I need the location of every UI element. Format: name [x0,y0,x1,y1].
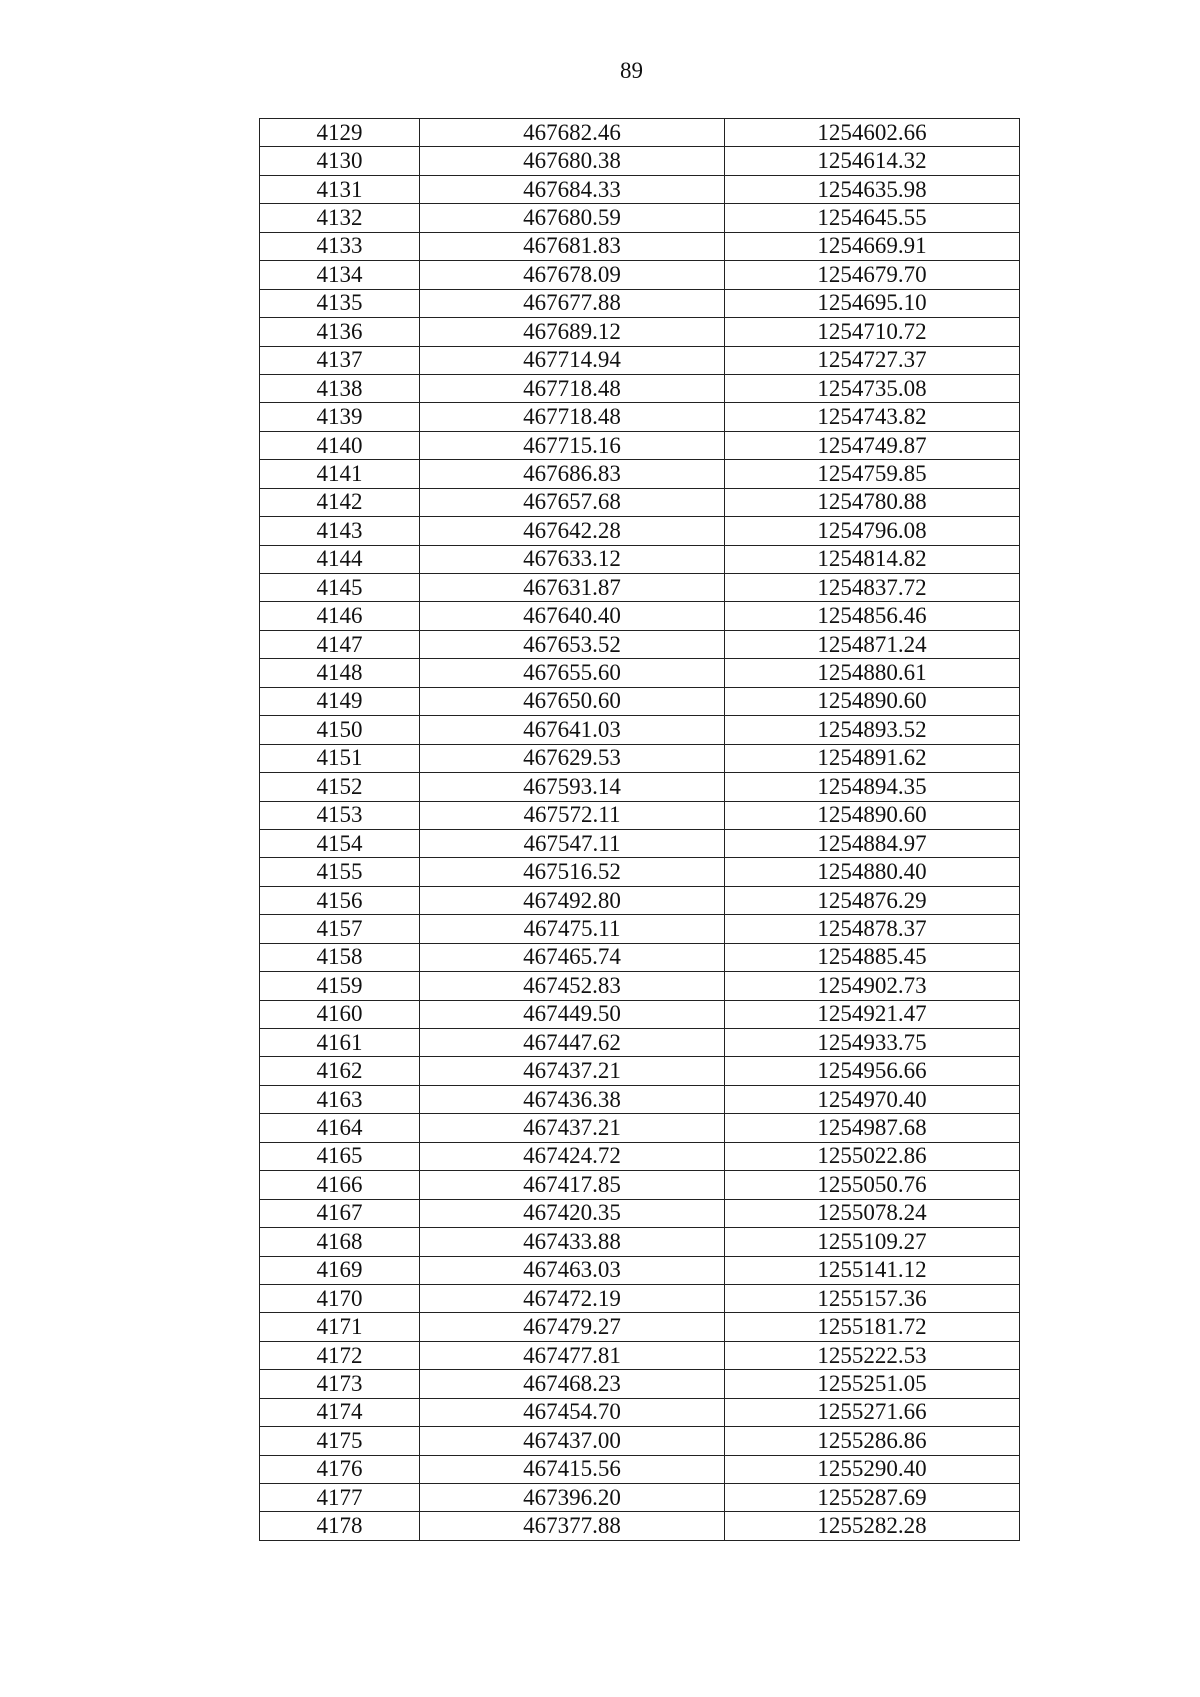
point-number-cell: 4156 [260,886,420,914]
y-coordinate-cell: 1254695.10 [725,289,1020,317]
y-coordinate-cell: 1255282.28 [725,1512,1020,1540]
page-number: 89 [620,58,643,83]
y-coordinate-cell: 1254796.08 [725,517,1020,545]
point-number-cell: 4143 [260,517,420,545]
x-coordinate-cell: 467629.53 [420,744,725,772]
y-coordinate-cell: 1254743.82 [725,403,1020,431]
x-coordinate-cell: 467681.83 [420,232,725,260]
point-number-cell: 4174 [260,1398,420,1426]
point-number-cell: 4155 [260,858,420,886]
point-number-cell: 4160 [260,1000,420,1028]
x-coordinate-cell: 467377.88 [420,1512,725,1540]
point-number-cell: 4148 [260,659,420,687]
point-number-cell: 4141 [260,460,420,488]
table-row [260,119,1020,147]
table-row [260,630,1020,658]
y-coordinate-cell: 1254891.62 [725,744,1020,772]
y-coordinate-cell: 1255181.72 [725,1313,1020,1341]
table-row [260,1398,1020,1426]
x-coordinate-cell: 467572.11 [420,801,725,829]
point-number-cell: 4147 [260,630,420,658]
x-coordinate-cell: 467437.21 [420,1114,725,1142]
point-number-cell: 4132 [260,204,420,232]
x-coordinate-cell: 467714.94 [420,346,725,374]
point-number-cell: 4164 [260,1114,420,1142]
table-row [260,801,1020,829]
table-row [260,1427,1020,1455]
x-coordinate-cell: 467641.03 [420,716,725,744]
point-number-cell: 4177 [260,1484,420,1512]
y-coordinate-cell: 1254884.97 [725,829,1020,857]
point-number-cell: 4134 [260,261,420,289]
y-coordinate-cell: 1254710.72 [725,318,1020,346]
point-number-cell: 4129 [260,119,420,147]
table-row [260,1057,1020,1085]
y-coordinate-cell: 1255286.86 [725,1427,1020,1455]
point-number-cell: 4139 [260,403,420,431]
point-number-cell: 4131 [260,175,420,203]
x-coordinate-cell: 467452.83 [420,972,725,1000]
point-number-cell: 4159 [260,972,420,1000]
table-row [260,204,1020,232]
y-coordinate-cell: 1254902.73 [725,972,1020,1000]
y-coordinate-cell: 1255290.40 [725,1455,1020,1483]
table-row [260,1455,1020,1483]
x-coordinate-cell: 467449.50 [420,1000,725,1028]
point-number-cell: 4153 [260,801,420,829]
y-coordinate-cell: 1254970.40 [725,1085,1020,1113]
y-coordinate-cell: 1254837.72 [725,574,1020,602]
x-coordinate-cell: 467689.12 [420,318,725,346]
point-number-cell: 4172 [260,1341,420,1369]
point-number-cell: 4140 [260,431,420,459]
table-row [260,1484,1020,1512]
point-number-cell: 4152 [260,773,420,801]
point-number-cell: 4144 [260,545,420,573]
x-coordinate-cell: 467463.03 [420,1256,725,1284]
point-number-cell: 4161 [260,1029,420,1057]
table-row [260,829,1020,857]
point-number-cell: 4167 [260,1199,420,1227]
y-coordinate-cell: 1255109.27 [725,1228,1020,1256]
table-row [260,659,1020,687]
point-number-cell: 4135 [260,289,420,317]
x-coordinate-cell: 467477.81 [420,1341,725,1369]
x-coordinate-cell: 467447.62 [420,1029,725,1057]
y-coordinate-cell: 1255050.76 [725,1171,1020,1199]
x-coordinate-cell: 467433.88 [420,1228,725,1256]
table-row [260,488,1020,516]
point-number-cell: 4175 [260,1427,420,1455]
y-coordinate-cell: 1254645.55 [725,204,1020,232]
table-row [260,1029,1020,1057]
y-coordinate-cell: 1255251.05 [725,1370,1020,1398]
x-coordinate-cell: 467715.16 [420,431,725,459]
point-number-cell: 4137 [260,346,420,374]
y-coordinate-cell: 1254735.08 [725,374,1020,402]
y-coordinate-cell: 1254885.45 [725,943,1020,971]
point-number-cell: 4166 [260,1171,420,1199]
y-coordinate-cell: 1254878.37 [725,915,1020,943]
y-coordinate-cell: 1254890.60 [725,687,1020,715]
y-coordinate-cell: 1255222.53 [725,1341,1020,1369]
y-coordinate-cell: 1255078.24 [725,1199,1020,1227]
point-number-cell: 4173 [260,1370,420,1398]
table-row [260,1085,1020,1113]
table-row [260,175,1020,203]
table-row [260,687,1020,715]
x-coordinate-cell: 467547.11 [420,829,725,857]
x-coordinate-cell: 467468.23 [420,1370,725,1398]
y-coordinate-cell: 1255271.66 [725,1398,1020,1426]
x-coordinate-cell: 467492.80 [420,886,725,914]
point-number-cell: 4138 [260,374,420,402]
x-coordinate-cell: 467465.74 [420,943,725,971]
x-coordinate-cell: 467454.70 [420,1398,725,1426]
x-coordinate-cell: 467415.56 [420,1455,725,1483]
y-coordinate-cell: 1254727.37 [725,346,1020,374]
y-coordinate-cell: 1254679.70 [725,261,1020,289]
y-coordinate-cell: 1254933.75 [725,1029,1020,1057]
point-number-cell: 4162 [260,1057,420,1085]
table-row [260,318,1020,346]
y-coordinate-cell: 1254602.66 [725,119,1020,147]
x-coordinate-cell: 467420.35 [420,1199,725,1227]
point-number-cell: 4151 [260,744,420,772]
table-row [260,545,1020,573]
table-row [260,602,1020,630]
y-coordinate-cell: 1254876.29 [725,886,1020,914]
x-coordinate-cell: 467655.60 [420,659,725,687]
point-number-cell: 4149 [260,687,420,715]
x-coordinate-cell: 467642.28 [420,517,725,545]
y-coordinate-cell: 1254921.47 [725,1000,1020,1028]
y-coordinate-cell: 1254856.46 [725,602,1020,630]
table-row [260,1512,1020,1540]
point-number-cell: 4136 [260,318,420,346]
x-coordinate-cell: 467640.40 [420,602,725,630]
point-number-cell: 4142 [260,488,420,516]
table-row [260,1313,1020,1341]
y-coordinate-cell: 1254780.88 [725,488,1020,516]
y-coordinate-cell: 1255157.36 [725,1284,1020,1312]
table-row [260,1228,1020,1256]
x-coordinate-cell: 467657.68 [420,488,725,516]
x-coordinate-cell: 467682.46 [420,119,725,147]
table-row [260,346,1020,374]
x-coordinate-cell: 467417.85 [420,1171,725,1199]
table-row [260,773,1020,801]
table-row [260,716,1020,744]
x-coordinate-cell: 467593.14 [420,773,725,801]
y-coordinate-cell: 1254814.82 [725,545,1020,573]
point-number-cell: 4169 [260,1256,420,1284]
table-row [260,403,1020,431]
table-row [260,431,1020,459]
x-coordinate-cell: 467680.59 [420,204,725,232]
x-coordinate-cell: 467633.12 [420,545,725,573]
x-coordinate-cell: 467479.27 [420,1313,725,1341]
x-coordinate-cell: 467680.38 [420,147,725,175]
point-number-cell: 4176 [260,1455,420,1483]
y-coordinate-cell: 1254880.61 [725,659,1020,687]
x-coordinate-cell: 467684.33 [420,175,725,203]
x-coordinate-cell: 467677.88 [420,289,725,317]
table-row [260,1284,1020,1312]
y-coordinate-cell: 1254894.35 [725,773,1020,801]
point-number-cell: 4178 [260,1512,420,1540]
x-coordinate-cell: 467718.48 [420,403,725,431]
table-row [260,1114,1020,1142]
y-coordinate-cell: 1254749.87 [725,431,1020,459]
y-coordinate-cell: 1254956.66 [725,1057,1020,1085]
x-coordinate-cell: 467516.52 [420,858,725,886]
table-row [260,147,1020,175]
table-row [260,943,1020,971]
x-coordinate-cell: 467396.20 [420,1484,725,1512]
y-coordinate-cell: 1255022.86 [725,1142,1020,1170]
table-row [260,1000,1020,1028]
table-row [260,972,1020,1000]
x-coordinate-cell: 467475.11 [420,915,725,943]
point-number-cell: 4146 [260,602,420,630]
point-number-cell: 4150 [260,716,420,744]
x-coordinate-cell: 467437.00 [420,1427,725,1455]
point-number-cell: 4133 [260,232,420,260]
x-coordinate-cell: 467653.52 [420,630,725,658]
table-row [260,744,1020,772]
table-row [260,1256,1020,1284]
table-row [260,1370,1020,1398]
table-row [260,1142,1020,1170]
y-coordinate-cell: 1254893.52 [725,716,1020,744]
table-row [260,374,1020,402]
coordinates-table [259,118,1020,1541]
table-row [260,517,1020,545]
y-coordinate-cell: 1255287.69 [725,1484,1020,1512]
point-number-cell: 4145 [260,574,420,602]
y-coordinate-cell: 1254669.91 [725,232,1020,260]
table-row [260,1341,1020,1369]
y-coordinate-cell: 1254987.68 [725,1114,1020,1142]
point-number-cell: 4168 [260,1228,420,1256]
point-number-cell: 4170 [260,1284,420,1312]
x-coordinate-cell: 467631.87 [420,574,725,602]
table-row [260,886,1020,914]
table-row [260,915,1020,943]
x-coordinate-cell: 467436.38 [420,1085,725,1113]
x-coordinate-cell: 467678.09 [420,261,725,289]
table-row [260,261,1020,289]
table-row [260,289,1020,317]
point-number-cell: 4165 [260,1142,420,1170]
y-coordinate-cell: 1254635.98 [725,175,1020,203]
y-coordinate-cell: 1254871.24 [725,630,1020,658]
point-number-cell: 4163 [260,1085,420,1113]
y-coordinate-cell: 1254880.40 [725,858,1020,886]
y-coordinate-cell: 1254890.60 [725,801,1020,829]
table-row [260,574,1020,602]
table-row [260,1171,1020,1199]
x-coordinate-cell: 467424.72 [420,1142,725,1170]
y-coordinate-cell: 1254614.32 [725,147,1020,175]
table-row [260,460,1020,488]
point-number-cell: 4157 [260,915,420,943]
y-coordinate-cell: 1254759.85 [725,460,1020,488]
table-row [260,232,1020,260]
table-row [260,1199,1020,1227]
point-number-cell: 4154 [260,829,420,857]
table-row [260,858,1020,886]
point-number-cell: 4130 [260,147,420,175]
x-coordinate-cell: 467472.19 [420,1284,725,1312]
point-number-cell: 4158 [260,943,420,971]
x-coordinate-cell: 467437.21 [420,1057,725,1085]
x-coordinate-cell: 467718.48 [420,374,725,402]
coordinates-table-body [260,119,1020,1541]
x-coordinate-cell: 467650.60 [420,687,725,715]
x-coordinate-cell: 467686.83 [420,460,725,488]
y-coordinate-cell: 1255141.12 [725,1256,1020,1284]
point-number-cell: 4171 [260,1313,420,1341]
